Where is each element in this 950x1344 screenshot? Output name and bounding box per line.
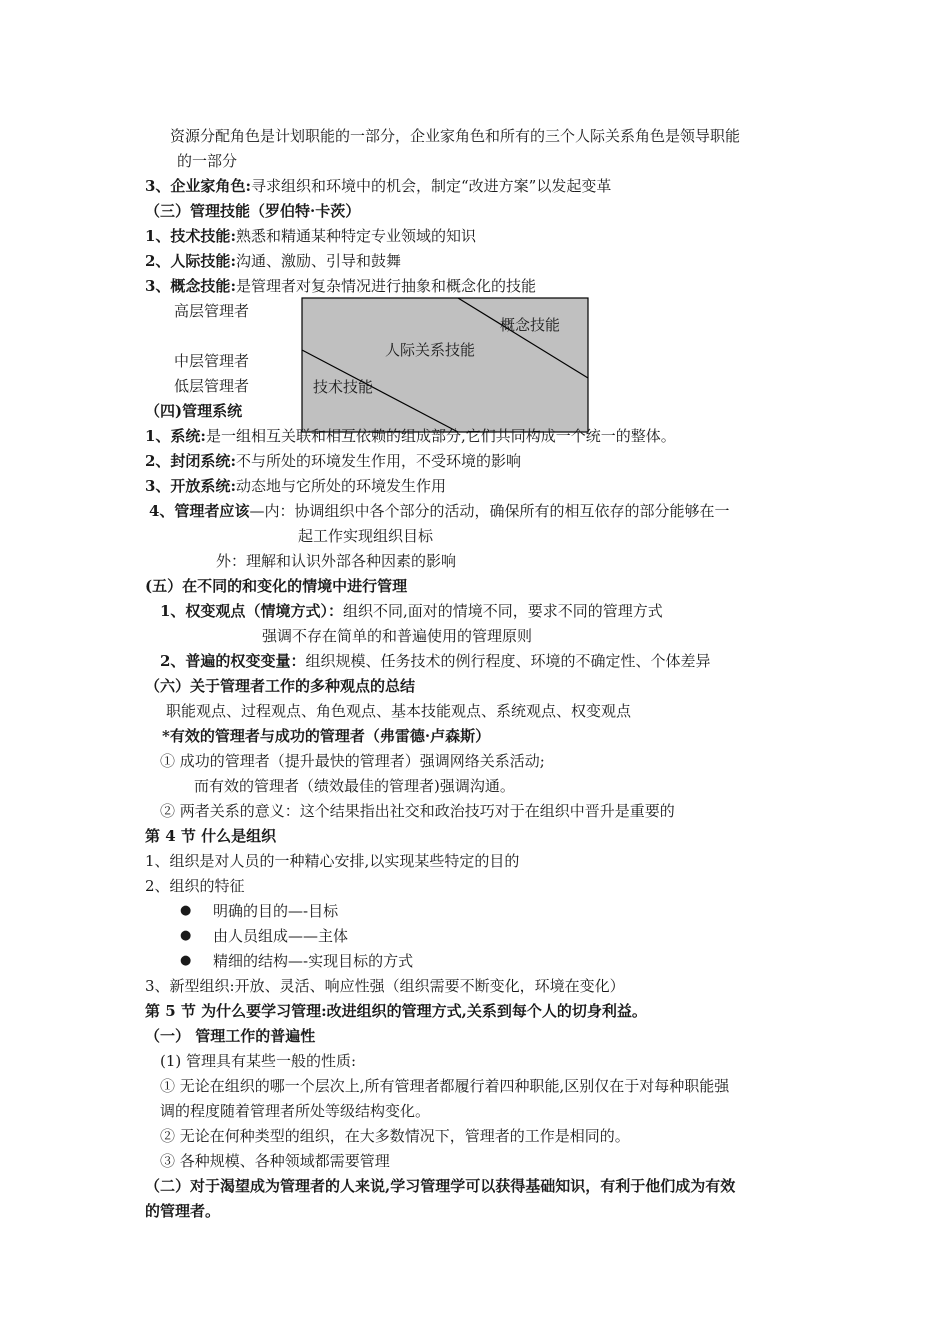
system-item (145, 476, 446, 496)
paragraph-line: 1、组织是对人员的一种精心安排,以实现某些特定的目的 (145, 852, 520, 870)
paragraph-line: (1) 管理具有某些一般的性质: (160, 1052, 357, 1070)
paragraph-line: 的管理者。 (145, 1202, 221, 1220)
section-heading: （六）关于管理者工作的多种观点的总结 (145, 677, 416, 695)
bullet-icon: ● (180, 903, 192, 918)
item-label: 3、开放系统: (145, 477, 236, 495)
item-label: 1、系统: (145, 427, 206, 445)
skill-item (145, 251, 401, 271)
item-label: 3、概念技能: (145, 277, 236, 295)
item-text: —内：协调组织中各个部分的活动，确保所有的相互依存的部分能够在一 (249, 502, 730, 520)
list-item: 明确的目的—-目标 (213, 902, 339, 920)
diagram-tech-label: 技术技能 (313, 378, 374, 396)
paragraph-line: 而有效的管理者（绩效最佳的管理者)强调沟通。 (194, 777, 515, 795)
item-text: 是一组相互关联和相互依赖的组成部分,它们共同构成一个统一的整体。 (205, 427, 676, 445)
system-item (145, 451, 521, 471)
section-heading: 第 4 节 什么是组织 (145, 827, 277, 845)
item-text: 是管理者对复杂情况进行抽象和概念化的技能 (235, 277, 536, 295)
subheading: （一） 管理工作的普遍性 (145, 1027, 316, 1045)
system-item (145, 426, 676, 446)
paragraph-line: 3、新型组织:开放、灵活、响应性强（组织需要不断变化，环境在变化） (145, 977, 625, 995)
skill-item (145, 226, 476, 246)
section-heading: （三）管理技能（罗伯特·卡茨） (145, 202, 361, 220)
contingency-item (160, 601, 663, 621)
item-text: 寻求组织和环境中的机会，制定“改进方案”以发起变革 (250, 177, 612, 195)
paragraph-line: 的一部分 (177, 152, 238, 170)
paragraph-line: 资源分配角色是计划职能的一部分，企业家角色和所有的三个人际关系角色是领导职能 (170, 127, 741, 145)
section-heading: (五）在不同的和变化的情境中进行管理 (145, 577, 408, 595)
item-text: 动态地与它所处的环境发生作用 (235, 477, 446, 495)
level-mid: 中层管理者 (174, 352, 250, 370)
level-low: 低层管理者 (174, 377, 250, 395)
item-label: 2、普遍的权变变量： (160, 652, 306, 670)
item-label: 2、封闭系统: (145, 452, 236, 470)
paragraph-line: ③ 各种规模、各种领域都需要管理 (160, 1152, 390, 1170)
paragraph-line: 2、组织的特征 (145, 877, 245, 895)
item-text: 熟悉和精通某种特定专业领域的知识 (235, 227, 476, 245)
skill-item (145, 276, 536, 296)
subheading: （二）对于渴望成为管理者的人来说,学习管理学可以获得基础知识，有利于他们成为有效 (145, 1177, 736, 1195)
bullet-icon: ● (180, 953, 192, 968)
paragraph-line: ② 无论在何种类型的组织，在大多数情况下，管理者的工作是相同的。 (160, 1127, 630, 1145)
paragraph-line: 职能观点、过程观点、角色观点、基本技能观点、系统观点、权变观点 (166, 702, 632, 720)
list-item: 由人员组成——主体 (213, 927, 349, 945)
item-text: 沟通、激励、引导和鼓舞 (235, 252, 401, 270)
paragraph-line: ① 无论在组织的哪一个层次上,所有管理者都履行着四种职能,区别仅在于对每种职能强 (160, 1077, 730, 1095)
skills-diagram (301, 297, 589, 433)
item-text: 组织规模、任务技术的例行程度、环境的不确定性、个体差异 (305, 652, 711, 670)
paragraph-line: 起工作实现组织目标 (298, 527, 434, 545)
diagram-concept-label: 概念技能 (500, 316, 561, 334)
diagram-human-label: 人际关系技能 (385, 341, 476, 359)
item-label: 3、企业家角色: (145, 177, 251, 195)
paragraph-line: 强调不存在简单的和普遍使用的管理原则 (262, 627, 533, 645)
list-item: 精细的结构—-实现目标的方式 (213, 952, 414, 970)
paragraph-line: ② 两者关系的意义：这个结果指出社交和政治技巧对于在组织中晋升是重要的 (160, 802, 675, 820)
bullet-icon: ● (180, 928, 192, 943)
item-text: 组织不同,面对的情境不同，要求不同的管理方式 (342, 602, 663, 620)
item-text: 不与所处的环境发生作用，不受环境的影响 (235, 452, 521, 470)
item-label: 1、权变观点（情境方式）： (160, 602, 343, 620)
system-item (149, 501, 729, 521)
section-heading: （四)管理系统 (145, 402, 243, 420)
contingency-item (160, 651, 710, 671)
level-top: 高层管理者 (174, 302, 250, 320)
entrepreneur-role (145, 176, 611, 196)
paragraph-line: ① 成功的管理者（提升最快的管理者）强调网络关系活动; (160, 752, 545, 770)
paragraph-line: 调的程度随着管理者所处等级结构变化。 (160, 1102, 431, 1120)
item-label: 4、管理者应该 (149, 502, 250, 520)
item-label: 1、技术技能: (145, 227, 236, 245)
paragraph-line: 外：理解和认识外部各种因素的影响 (216, 552, 457, 570)
section-heading: 第 5 节 为什么要学习管理:改进组织的管理方式,关系到每个人的切身利益。 (145, 1002, 647, 1020)
subheading: *有效的管理者与成功的管理者（弗雷德·卢森斯） (162, 727, 491, 745)
item-label: 2、人际技能: (145, 252, 236, 270)
